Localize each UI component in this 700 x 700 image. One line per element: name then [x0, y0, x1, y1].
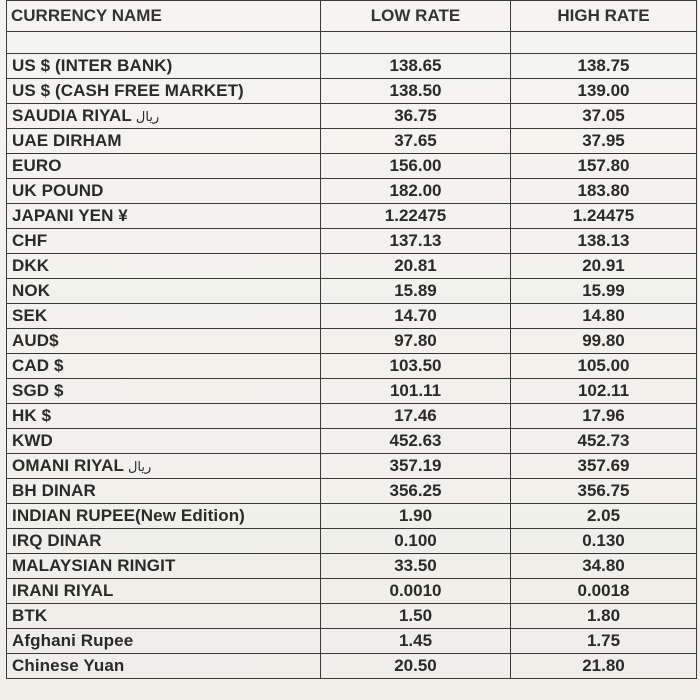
currency-urdu-label: ریال [135, 109, 160, 124]
currency-name-cell [7, 429, 321, 454]
currency-name: UK POUND [12, 181, 104, 200]
currency-name: EURO [12, 156, 62, 175]
low-rate-cell: 357.19 [321, 454, 511, 479]
currency-name: KWD [12, 431, 53, 450]
currency-urdu-label: ریال [127, 459, 152, 474]
table-row [7, 554, 697, 579]
high-rate-cell: 102.11 [511, 379, 697, 404]
high-rate-cell: 14.80 [511, 304, 697, 329]
table-row [7, 254, 697, 279]
currency-name: BH DINAR [12, 481, 96, 500]
currency-name: CAD $ [12, 356, 64, 375]
table-row [7, 579, 697, 604]
low-rate-cell: 97.80 [321, 329, 511, 354]
table-row [7, 79, 697, 104]
high-rate-cell: 183.80 [511, 179, 697, 204]
currency-name-cell [7, 104, 321, 129]
currency-name: MALAYSIAN RINGIT [12, 556, 176, 575]
currency-name: US $ (CASH FREE MARKET) [12, 81, 244, 100]
table-row [7, 479, 697, 504]
currency-name: NOK [12, 281, 51, 300]
currency-name-cell [7, 654, 321, 679]
currency-name: DKK [12, 256, 50, 275]
high-rate-cell: 99.80 [511, 329, 697, 354]
header-row [7, 1, 697, 32]
low-rate-cell: 101.11 [321, 379, 511, 404]
low-rate-cell: 103.50 [321, 354, 511, 379]
high-rate-cell: 357.69 [511, 454, 697, 479]
table-row [7, 54, 697, 79]
currency-name: HK $ [12, 406, 52, 425]
currency-name: UAE DIRHAM [12, 131, 122, 150]
currency-name-header: CURRENCY NAME [7, 1, 321, 32]
table-row [7, 229, 697, 254]
currency-name-cell [7, 204, 321, 229]
table-row [7, 279, 697, 304]
low-rate-cell: 36.75 [321, 104, 511, 129]
high-rate-cell: 37.95 [511, 129, 697, 154]
table-row [7, 504, 697, 529]
table-row [7, 104, 697, 129]
table-row [7, 179, 697, 204]
table-row [7, 529, 697, 554]
high-rate-cell: 452.73 [511, 429, 697, 454]
currency-name-cell [7, 254, 321, 279]
currency-name: BTK [12, 606, 48, 625]
blank-cell [511, 32, 697, 54]
currency-name-cell [7, 279, 321, 304]
table-row [7, 429, 697, 454]
table-row [7, 654, 697, 679]
currency-name-cell [7, 454, 321, 479]
currency-name-cell [7, 54, 321, 79]
high-rate-cell: 1.80 [511, 604, 697, 629]
currency-name: CHF [12, 231, 48, 250]
table-row [7, 354, 697, 379]
currency-name: OMANI RIYAL [12, 456, 124, 475]
table-row [7, 204, 697, 229]
currency-name: SAUDIA RIYAL [12, 106, 132, 125]
low-rate-cell: 20.81 [321, 254, 511, 279]
table-row [7, 604, 697, 629]
currency-name-cell [7, 329, 321, 354]
table-row [7, 329, 697, 354]
currency-name-cell [7, 229, 321, 254]
high-rate-cell: 34.80 [511, 554, 697, 579]
low-rate-cell: 156.00 [321, 154, 511, 179]
high-rate-cell: 20.91 [511, 254, 697, 279]
low-rate-cell: 452.63 [321, 429, 511, 454]
table-row [7, 304, 697, 329]
low-rate-cell: 15.89 [321, 279, 511, 304]
high-rate-cell: 105.00 [511, 354, 697, 379]
table-row [7, 629, 697, 654]
table-row [7, 129, 697, 154]
currency-name-cell [7, 504, 321, 529]
currency-name-cell [7, 479, 321, 504]
blank-cell [7, 32, 321, 54]
currency-name-cell [7, 629, 321, 654]
high-rate-cell: 356.75 [511, 479, 697, 504]
table-row [7, 379, 697, 404]
currency-name-cell [7, 404, 321, 429]
currency-name: US $ (INTER BANK) [12, 56, 173, 75]
low-rate-header: LOW RATE [321, 1, 511, 32]
low-rate-cell: 33.50 [321, 554, 511, 579]
currency-name: IRQ DINAR [12, 531, 102, 550]
high-rate-cell: 21.80 [511, 654, 697, 679]
high-rate-cell: 139.00 [511, 79, 697, 104]
currency-name: Chinese Yuan [12, 656, 125, 675]
low-rate-cell: 17.46 [321, 404, 511, 429]
high-rate-cell: 0.0018 [511, 579, 697, 604]
currency-name-cell [7, 129, 321, 154]
low-rate-cell: 356.25 [321, 479, 511, 504]
currency-name-cell [7, 354, 321, 379]
low-rate-cell: 0.0010 [321, 579, 511, 604]
currency-name-cell [7, 529, 321, 554]
high-rate-cell: 138.13 [511, 229, 697, 254]
low-rate-cell: 182.00 [321, 179, 511, 204]
blank-row [7, 32, 697, 54]
currency-name: SGD $ [12, 381, 64, 400]
blank-cell [321, 32, 511, 54]
low-rate-cell: 1.22475 [321, 204, 511, 229]
low-rate-cell: 1.90 [321, 504, 511, 529]
currency-name-cell [7, 604, 321, 629]
low-rate-cell: 1.50 [321, 604, 511, 629]
currency-name: IRANI RIYAL [12, 581, 114, 600]
currency-name-cell [7, 554, 321, 579]
high-rate-cell: 15.99 [511, 279, 697, 304]
currency-name-cell [7, 154, 321, 179]
high-rate-cell: 1.75 [511, 629, 697, 654]
currency-name: SEK [12, 306, 48, 325]
low-rate-cell: 138.50 [321, 79, 511, 104]
currency-name: Afghani Rupee [12, 631, 134, 650]
high-rate-cell: 157.80 [511, 154, 697, 179]
currency-name-cell [7, 579, 321, 604]
high-rate-cell: 37.05 [511, 104, 697, 129]
table-row [7, 454, 697, 479]
currency-name: AUD$ [12, 331, 59, 350]
currency-name-cell [7, 379, 321, 404]
currency-name-cell [7, 304, 321, 329]
low-rate-cell: 14.70 [321, 304, 511, 329]
low-rate-cell: 138.65 [321, 54, 511, 79]
high-rate-cell: 2.05 [511, 504, 697, 529]
table-row [7, 404, 697, 429]
high-rate-cell: 1.24475 [511, 204, 697, 229]
high-rate-cell: 17.96 [511, 404, 697, 429]
currency-name-cell [7, 79, 321, 104]
currency-name-cell [7, 179, 321, 204]
low-rate-cell: 20.50 [321, 654, 511, 679]
currency-name: INDIAN RUPEE(New Edition) [12, 506, 245, 525]
low-rate-cell: 0.100 [321, 529, 511, 554]
high-rate-cell: 0.130 [511, 529, 697, 554]
high-rate-cell: 138.75 [511, 54, 697, 79]
low-rate-cell: 37.65 [321, 129, 511, 154]
table-row [7, 154, 697, 179]
low-rate-cell: 1.45 [321, 629, 511, 654]
currency-rate-table [6, 0, 697, 679]
currency-name: JAPANI YEN ¥ [12, 206, 128, 225]
low-rate-cell: 137.13 [321, 229, 511, 254]
high-rate-header: HIGH RATE [511, 1, 697, 32]
